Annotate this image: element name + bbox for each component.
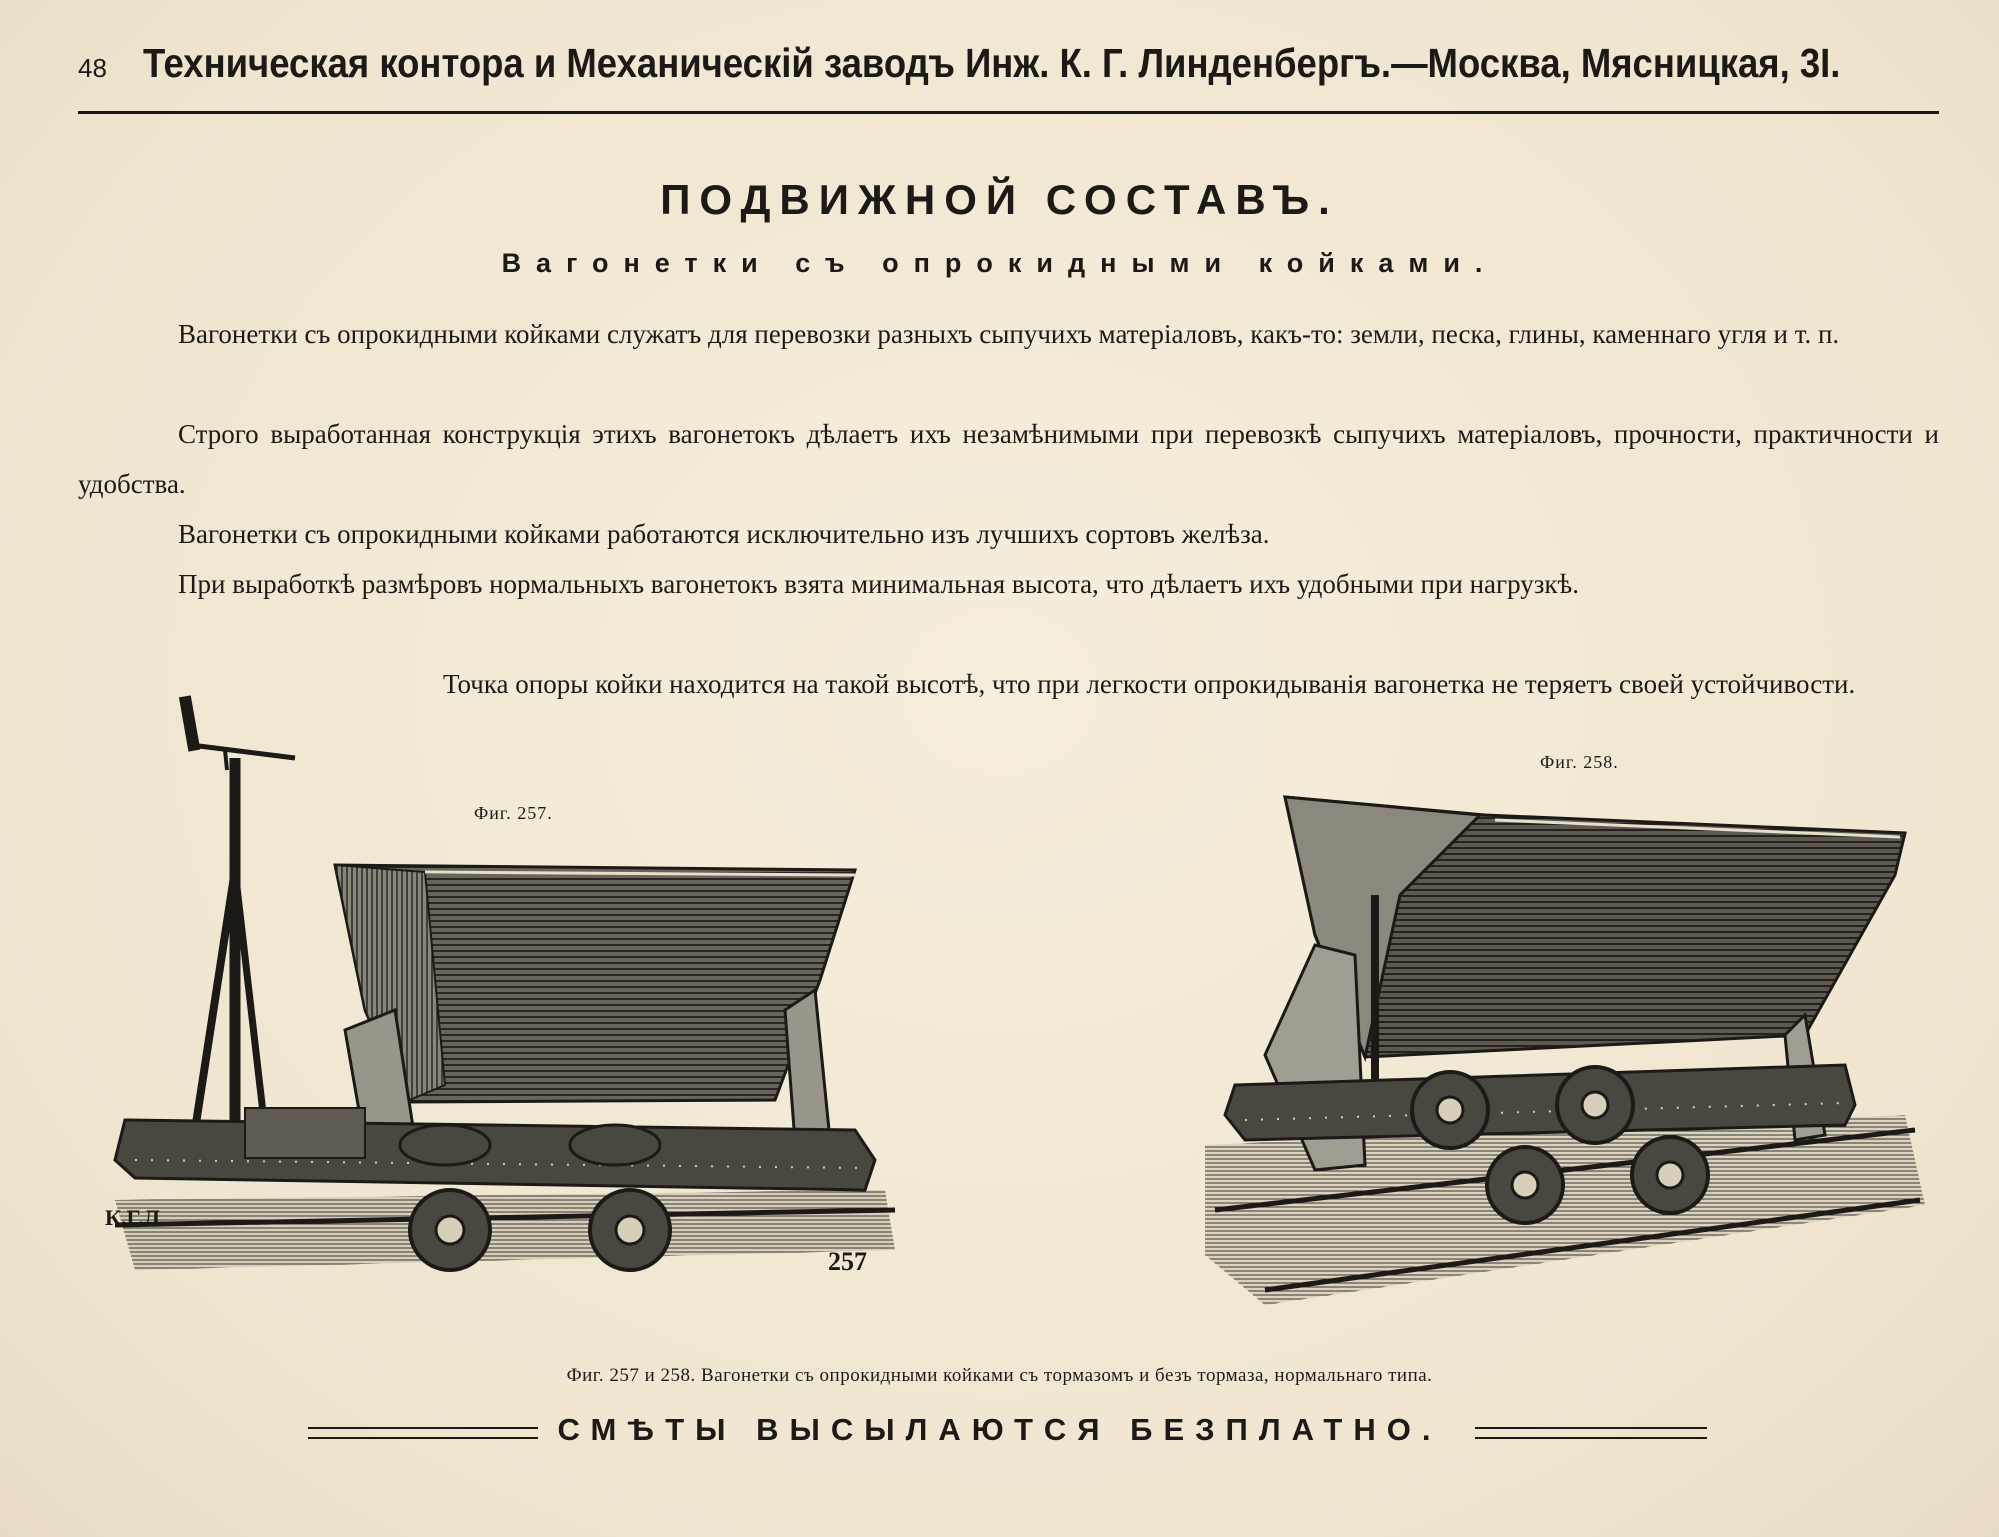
paragraph-3: Вагонетки съ опрокидными койками работаются исключительно изъ лучшихъ сортовъ желѣза.: [178, 519, 1270, 549]
figure-258-label: Фиг. 258.: [1540, 752, 1619, 772]
figure-257-label: Фиг. 257.: [474, 803, 553, 823]
footer-rule-right: [1475, 1427, 1707, 1439]
paragraph-2: Строго выработанная конструкція этихъ вагонетокъ дѣлаетъ ихъ незамѣнимыми при перевозкѣ сыпучихъ матеріаловъ, прочности, практичности и удобства.: [78, 419, 1939, 499]
section-title: ПОДВИЖНОЙ СОСТАВЪ.: [660, 176, 1339, 223]
figure-257-number: 257: [828, 1247, 867, 1276]
header-title: Техническая контора и Механическій заводъ Инж. К. Г. Линденбергъ.—Москва, Мясницкая, 3I.: [142, 40, 1841, 86]
paragraph-5: Точка опоры койки находится на такой высотѣ, что при легкости опрокидыванія вагонетка не теряетъ своей устойчивости.: [443, 669, 1856, 699]
maker-mark: К.Г.Л.: [105, 1205, 166, 1230]
section-subtitle: Вагонетки съ опрокидными койками.: [501, 248, 1498, 278]
running-header: [78, 40, 1938, 100]
figure-caption: Фиг. 257 и 258. Вагонетки съ опрокидными койками съ тормазомъ и безъ тормаза, нормальнаго типа.: [566, 1365, 1433, 1386]
header-rule: [78, 111, 1939, 114]
paragraph-1: Вагонетки съ опрокидными койками служатъ для перевозки разныхъ сыпучихъ матеріаловъ, какъ-то: земли, песка, глины, каменнаго угля и т. п.: [178, 319, 1840, 349]
figure-258-tipping-wagon-without-brake: [1205, 785, 1925, 1305]
paragraph-4: При выработкѣ размѣровъ нормальныхъ вагонетокъ взята минимальная высота, что дѣлаетъ ихъ удобными при нагрузкѣ.: [178, 569, 1579, 599]
page-number: 48: [78, 53, 107, 83]
figure-257-tipping-wagon-with-brake: [95, 690, 900, 1330]
footer-notice: СМѢТЫ ВЫСЫЛАЮТСЯ БЕЗПЛАТНО.: [557, 1412, 1442, 1447]
